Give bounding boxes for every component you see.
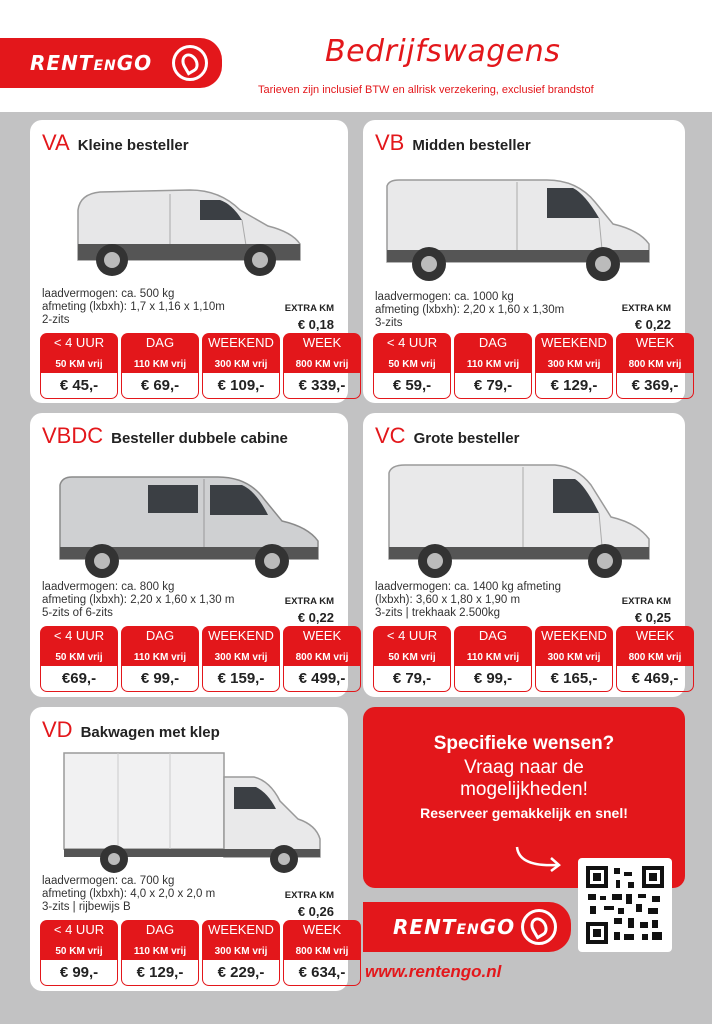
price-km: 50 KM vrij (388, 652, 436, 663)
extra-km-price: € 0,22 (297, 610, 334, 625)
price-km: 300 KM vrij (214, 946, 268, 957)
price-value: € 99,- (40, 960, 118, 986)
extra-km (622, 303, 671, 332)
page-subtitle: Tarieven zijn inclusief BTW en allrisk verzekering, exclusief brandstof (258, 84, 594, 96)
price-col-weekend (202, 333, 280, 399)
qr-code[interactable] (578, 858, 672, 952)
price-table (40, 626, 361, 692)
price-col-dag (121, 333, 199, 399)
card-vb (363, 120, 685, 403)
price-value: € 339,- (283, 373, 361, 399)
price-km: 300 KM vrij (547, 359, 601, 370)
extra-km (285, 596, 334, 625)
box-truck-image (58, 747, 330, 875)
vehicle-name: Grote besteller (413, 430, 520, 447)
price-label: DAG (145, 335, 175, 350)
small-van-image (70, 180, 310, 280)
spec-seats: 3-zits (375, 317, 403, 329)
price-table (40, 333, 361, 399)
price-col-dag (454, 333, 532, 399)
extra-km (285, 303, 334, 332)
vehicle-code: VBDC (42, 423, 104, 448)
vehicle-specs (375, 291, 564, 330)
arrow-icon (513, 841, 569, 875)
price-col-weekend (202, 626, 280, 692)
spec-capacity: laadvermogen: ca. 1000 kg (375, 291, 514, 303)
price-label: DAG (145, 922, 175, 937)
logo-text-rent: RENT (393, 915, 457, 939)
price-label: < 4 UUR (53, 335, 105, 350)
price-value: € 129,- (535, 373, 613, 399)
price-table (373, 626, 694, 692)
extra-km-price: € 0,22 (634, 317, 671, 332)
price-value: € 69,- (121, 373, 199, 399)
price-km: 110 KM vrij (133, 946, 187, 957)
vehicle-name: Midden besteller (412, 137, 531, 154)
price-label: WEEK (302, 335, 342, 350)
page-title: Bedrijfswagens (325, 34, 561, 69)
rentengo-logo-bottom (363, 902, 571, 952)
large-van-image (379, 459, 665, 583)
price-km: 800 KM vrij (295, 359, 349, 370)
price-label: < 4 UUR (386, 335, 438, 350)
vehicle-code: VB (375, 130, 405, 155)
price-km: 110 KM vrij (133, 359, 187, 370)
price-km: 800 KM vrij (628, 652, 682, 663)
header (0, 0, 712, 112)
price-label: WEEK (302, 922, 342, 937)
price-label: < 4 UUR (53, 628, 105, 643)
price-value: € 45,- (40, 373, 118, 399)
price-col-4uur (40, 920, 118, 986)
extra-km-label: EXTRA KM (621, 596, 671, 607)
price-km: 110 KM vrij (466, 359, 520, 370)
price-col-week (283, 626, 361, 692)
card-vbdc (30, 413, 348, 697)
vehicle-specs (42, 581, 234, 620)
price-label: DAG (478, 628, 508, 643)
price-km: 110 KM vrij (133, 652, 187, 663)
card-vd (30, 707, 348, 991)
extra-km (285, 890, 334, 919)
price-value: € 129,- (121, 960, 199, 986)
location-pin-icon (521, 909, 557, 945)
logo-text-go: GO (116, 51, 153, 75)
spec-dimensions: afmeting (lxbxh): 2,20 x 1,60 x 1,30m (375, 304, 565, 316)
price-label: WEEKEND (541, 335, 607, 350)
price-col-week (283, 333, 361, 399)
vehicle-specs (375, 581, 561, 620)
spec-capacity: laadvermogen: ca. 800 kg (42, 581, 175, 593)
price-table (373, 333, 694, 399)
price-col-week (283, 920, 361, 986)
logo-text-go: GO (479, 915, 516, 939)
spec-dimensions: afmeting (lxbxh): 2,20 x 1,60 x 1,30 m (42, 594, 235, 606)
price-col-dag (454, 626, 532, 692)
spec-capacity: laadvermogen: ca. 1400 kg afmeting (375, 581, 562, 593)
extra-km-label: EXTRA KM (284, 303, 334, 314)
vehicle-name: Bakwagen met klep (80, 724, 220, 741)
spec-seats: 3-zits | trekhaak 2.500kg (375, 607, 501, 619)
price-value: € 79,- (454, 373, 532, 399)
card-va (30, 120, 348, 403)
price-value: € 79,- (373, 666, 451, 692)
vehicle-specs (42, 875, 215, 914)
cta-question-line1: Vraag naar de (464, 757, 584, 778)
price-value: € 99,- (121, 666, 199, 692)
logo-text-rent: RENT (30, 51, 94, 75)
price-km: 800 KM vrij (295, 946, 349, 957)
spec-capacity: laadvermogen: ca. 700 kg (42, 875, 175, 887)
cta-question (363, 757, 685, 801)
cta-reserve: Reserveer gemakkelijk en snel! (420, 805, 628, 821)
price-col-week (616, 626, 694, 692)
price-value: € 59,- (373, 373, 451, 399)
price-value: € 99,- (454, 666, 532, 692)
price-value: € 109,- (202, 373, 280, 399)
vehicle-code: VA (42, 130, 70, 155)
price-km: 300 KM vrij (214, 652, 268, 663)
price-col-dag (121, 626, 199, 692)
spec-dimensions: afmeting (lxbxh): 4,0 x 2,0 x 2,0 m (42, 888, 216, 900)
spec-dimensions: (lxbxh): 3,60 x 1,80 x 1,90 m (375, 594, 521, 606)
extra-km-label: EXTRA KM (284, 890, 334, 901)
price-label: WEEKEND (208, 922, 274, 937)
price-value: €69,- (40, 666, 118, 692)
price-col-4uur (373, 333, 451, 399)
price-label: WEEKEND (541, 628, 607, 643)
extra-km (622, 596, 671, 625)
price-km: 110 KM vrij (466, 652, 520, 663)
price-value: € 369,- (616, 373, 694, 399)
price-value: € 159,- (202, 666, 280, 692)
price-km: 800 KM vrij (295, 652, 349, 663)
cta-heading: Specifieke wensen? (433, 733, 615, 754)
qr-code-icon (586, 866, 664, 944)
cta-question-line2: mogelijkheden! (460, 779, 588, 800)
price-km: 300 KM vrij (547, 652, 601, 663)
logo-text-en: EN (456, 922, 480, 938)
location-pin-icon (172, 45, 208, 81)
price-col-4uur (373, 626, 451, 692)
price-value: € 499,- (283, 666, 361, 692)
price-km: 50 KM vrij (55, 359, 103, 370)
price-col-dag (121, 920, 199, 986)
price-label: WEEKEND (208, 335, 274, 350)
price-km: 800 KM vrij (628, 359, 682, 370)
price-col-weekend (535, 333, 613, 399)
vehicle-code: VC (375, 423, 406, 448)
price-label: WEEK (635, 335, 675, 350)
vehicle-name: Kleine besteller (77, 137, 189, 154)
extra-km-price: € 0,25 (634, 610, 671, 625)
price-label: WEEKEND (208, 628, 274, 643)
price-label: DAG (478, 335, 508, 350)
price-label: < 4 UUR (53, 922, 105, 937)
price-col-4uur (40, 333, 118, 399)
spec-seats: 5-zits of 6-zits (42, 607, 113, 619)
price-value: € 634,- (283, 960, 361, 986)
price-col-weekend (535, 626, 613, 692)
price-km: 50 KM vrij (388, 359, 436, 370)
price-col-4uur (40, 626, 118, 692)
vehicle-specs (42, 288, 225, 327)
spec-seats: 2-zits (42, 314, 70, 326)
price-km: 50 KM vrij (55, 652, 103, 663)
extra-km-label: EXTRA KM (621, 303, 671, 314)
spec-capacity: laadvermogen: ca. 500 kg (42, 288, 175, 300)
price-value: € 229,- (202, 960, 280, 986)
price-col-weekend (202, 920, 280, 986)
extra-km-label: EXTRA KM (284, 596, 334, 607)
double-cabin-van-image (52, 469, 332, 581)
spec-seats: 3-zits | rijbewijs B (42, 901, 131, 913)
price-label: DAG (145, 628, 175, 643)
extra-km-price: € 0,18 (297, 317, 334, 332)
logo-text-en: EN (93, 58, 117, 74)
vehicle-name: Besteller dubbele cabine (111, 430, 288, 447)
price-value: € 165,- (535, 666, 613, 692)
extra-km-price: € 0,26 (297, 904, 334, 919)
website-link[interactable]: www.rentengo.nl (365, 962, 502, 981)
price-label: WEEK (302, 628, 342, 643)
price-label: < 4 UUR (386, 628, 438, 643)
price-col-week (616, 333, 694, 399)
spec-dimensions: afmeting (lxbxh): 1,7 x 1,16 x 1,10m (42, 301, 225, 313)
price-km: 300 KM vrij (214, 359, 268, 370)
price-km: 50 KM vrij (55, 946, 103, 957)
vehicle-code: VD (42, 717, 73, 742)
price-table (40, 920, 361, 986)
rentengo-logo (0, 38, 222, 88)
card-vc (363, 413, 685, 697)
medium-van-image (377, 172, 667, 284)
price-label: WEEK (635, 628, 675, 643)
price-value: € 469,- (616, 666, 694, 692)
